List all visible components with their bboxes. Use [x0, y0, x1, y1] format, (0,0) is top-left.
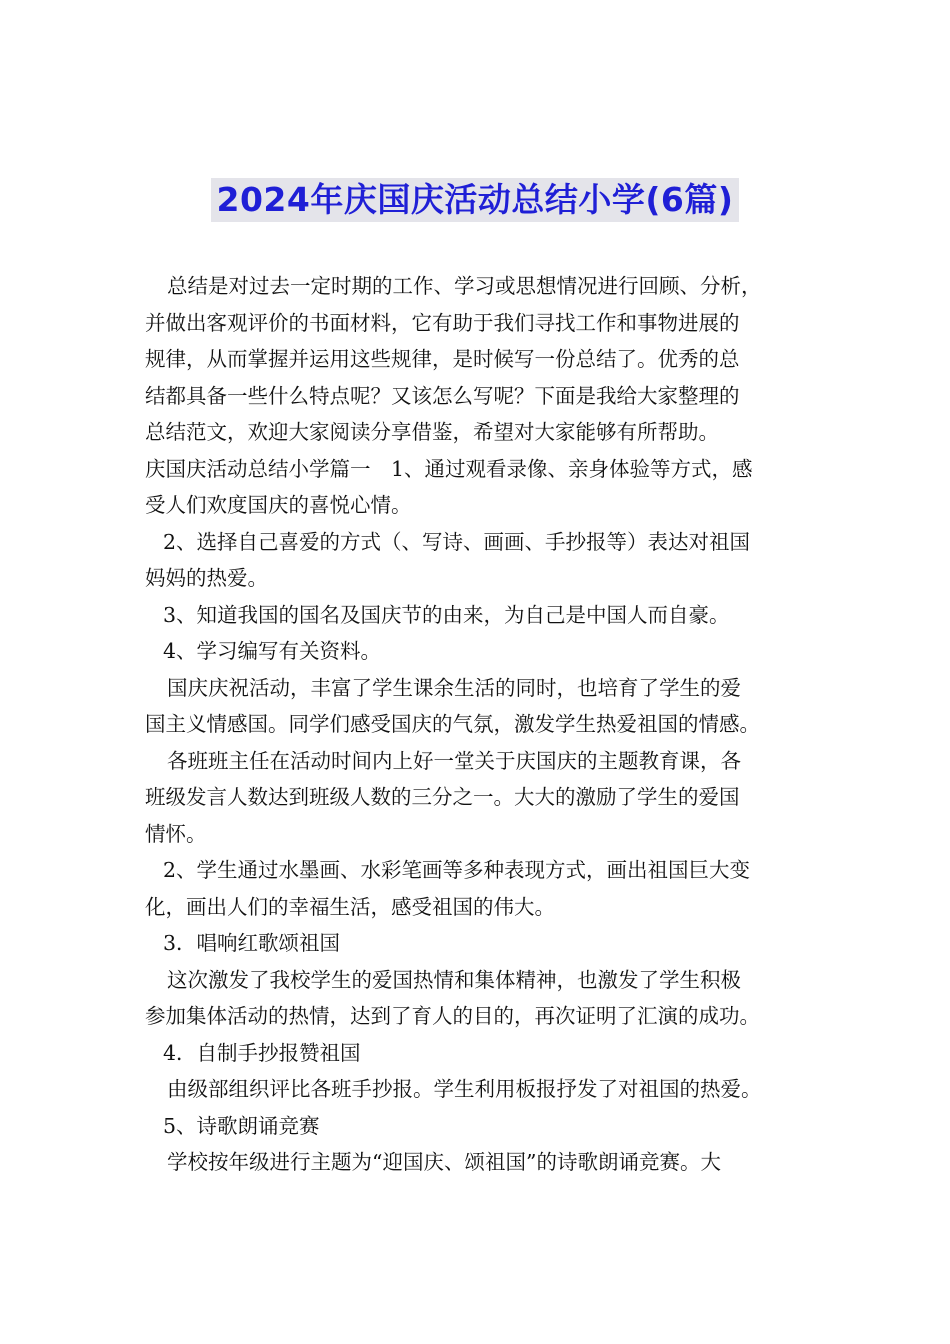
paragraph-line: 这次激发了我校学生的爱国热情和集体精神，也激发了学生积极 — [167, 967, 741, 992]
list-item: 4、学习编写有关资料。 — [163, 639, 382, 663]
paragraph-line: 化，画出人们的幸福生活，感受祖国的伟大。 — [145, 894, 555, 919]
subheading: 3．唱响红歌颂祖国 — [163, 931, 341, 955]
section-heading-line: 庆国庆活动总结小学篇一 1、通过观看录像、亲身体验等方式，感 — [145, 456, 753, 481]
paragraph-line: 总结是对过去一定时期的工作、学习或思想情况进行回顾、分析， — [167, 274, 762, 298]
document-body — [145, 268, 810, 1181]
subheading: 4．自制手抄报赞祖国 — [163, 1040, 361, 1065]
subheading: 5、诗歌朗诵竞赛 — [163, 1113, 320, 1138]
paragraph-line: 国主义情感国。同学们感受国庆的气氛，激发学生热爱祖国的情感。 — [145, 712, 760, 736]
list-item: 2、选择自己喜爱的方式（、写诗、画画、手抄报等）表达对祖国 — [163, 529, 751, 554]
paragraph-line: 学校按年级进行主题为“迎国庆、颂祖国”的诗歌朗诵竞赛。大 — [167, 1150, 721, 1174]
paragraph-line: 班级发言人数达到班级人数的三分之一。大大的激励了学生的爱国 — [145, 785, 740, 809]
list-item: 2、学生通过水墨画、水彩笔画等多种表现方式，画出祖国巨大变 — [163, 858, 751, 882]
paragraph-line: 结都具备一些什么特点呢？又该怎么写呢？下面是我给大家整理的 — [145, 383, 740, 408]
paragraph-line: 国庆庆祝活动，丰富了学生课余生活的同时，也培育了学生的爱 — [167, 675, 741, 700]
paragraph-line: 总结范文，欢迎大家阅读分享借鉴，希望对大家能够有所帮助。 — [145, 420, 719, 444]
title-container — [0, 178, 950, 222]
paragraph-line: 各班班主任在活动时间内上好一堂关于庆国庆的主题教育课，各 — [167, 748, 741, 773]
paragraph-line: 规律，从而掌握并运用这些规律，是时候写一份总结了。优秀的总 — [145, 347, 740, 371]
paragraph-line: 受人们欢度国庆的喜悦心情。 — [145, 493, 412, 517]
paragraph-line: 并做出客观评价的书面材料，它有助于我们寻找工作和事物进展的 — [145, 310, 740, 335]
paragraph-line: 情怀。 — [145, 821, 207, 846]
list-item: 3、知道我国的国名及国庆节的由来，为自己是中国人而自豪。 — [163, 602, 730, 627]
paragraph-line: 妈妈的热爱。 — [145, 566, 268, 590]
paragraph-line: 参加集体活动的热情，达到了育人的目的，再次证明了汇演的成功。 — [145, 1004, 760, 1028]
paragraph-line: 由级部组织评比各班手抄报。学生利用板报抒发了对祖国的热爱。 — [167, 1077, 762, 1101]
document-title: 2024年庆国庆活动总结小学(6篇) — [211, 178, 740, 222]
